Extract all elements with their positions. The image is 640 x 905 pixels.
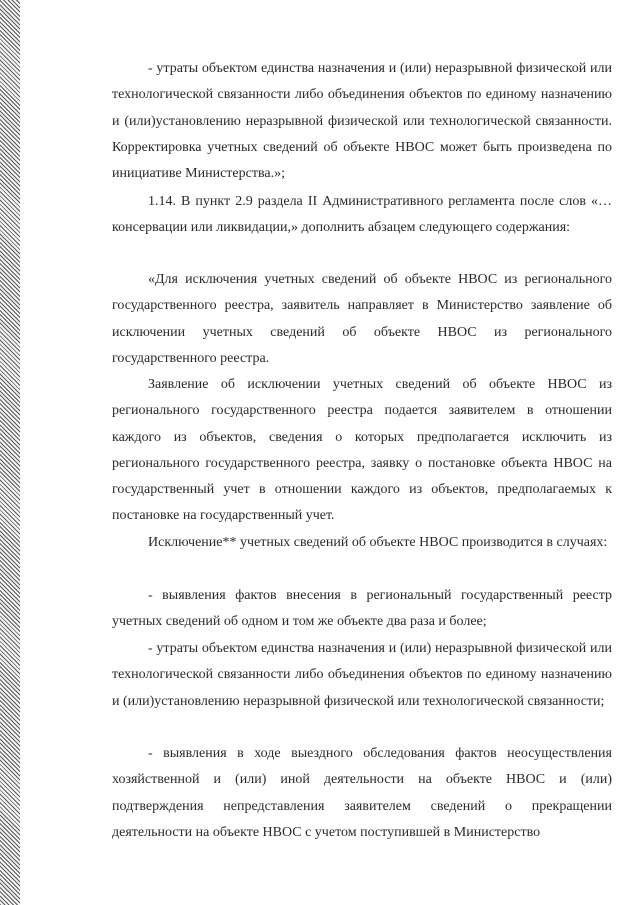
paragraph-exclusion-statement: Заявление об исключении учетных сведений об объекте НВОС из регионального государственного реестра подается заявителем в отношении каждого из объектов, сведения о которых предполагается исключить из регионального государственного реестра, заявку о постановке объекта НВОС на государственный учет в отношении каждого из объектов, предполагаемых к постановке на государственный учет.	[112, 377, 612, 524]
paragraph-loss-of-unity: - утраты объектом единства назначения и (или) неразрывной физической или технологической связанности либо объединения объектов по единому назначению и (или)установлению неразрывной физической или технологической связанности. Корректировка учетных сведений об объекте НВОС может быть произведена по инициативе Министерства.»;	[112, 61, 612, 182]
paragraph-exclusion-cases: Исключение** учетных сведений об объекте НВОС производится в случаях:	[148, 535, 608, 550]
paragraph-item-1-14: 1.14. В пункт 2.9 раздела II Административного регламента после слов «…консервации или ликвидации,» дополнить абзацем следующего содержания:	[112, 194, 612, 236]
paragraph-case-inspection-findings: - выявления в ходе выездного обследования фактов неосуществления хозяйственной и (или) иной деятельности на объекте НВОС и (или) подтверждения непредставления заявителем сведений о прекращении деятельности на объекте НВОС с учетом поступившей в Министерство	[112, 746, 612, 840]
paragraph-exclusion-application: «Для исключения учетных сведений об объекте НВОС из регионального государственного реестра, заявитель направляет в Министерство заявление об исключении учетных сведений об объекте НВОС из регионального государственного реестра.	[112, 272, 612, 366]
paragraph-case-loss-of-unity: - утраты объектом единства назначения и (или) неразрывной физической или технологической связанности либо объединения объектов по единому назначению и (или)установлению неразрывной физической или технологической связанности;	[112, 641, 612, 709]
paragraph-case-duplicate-entry: - выявления фактов внесения в региональный государственный реестр учетных сведений об одном и том же объекте два раза и более;	[112, 588, 612, 630]
